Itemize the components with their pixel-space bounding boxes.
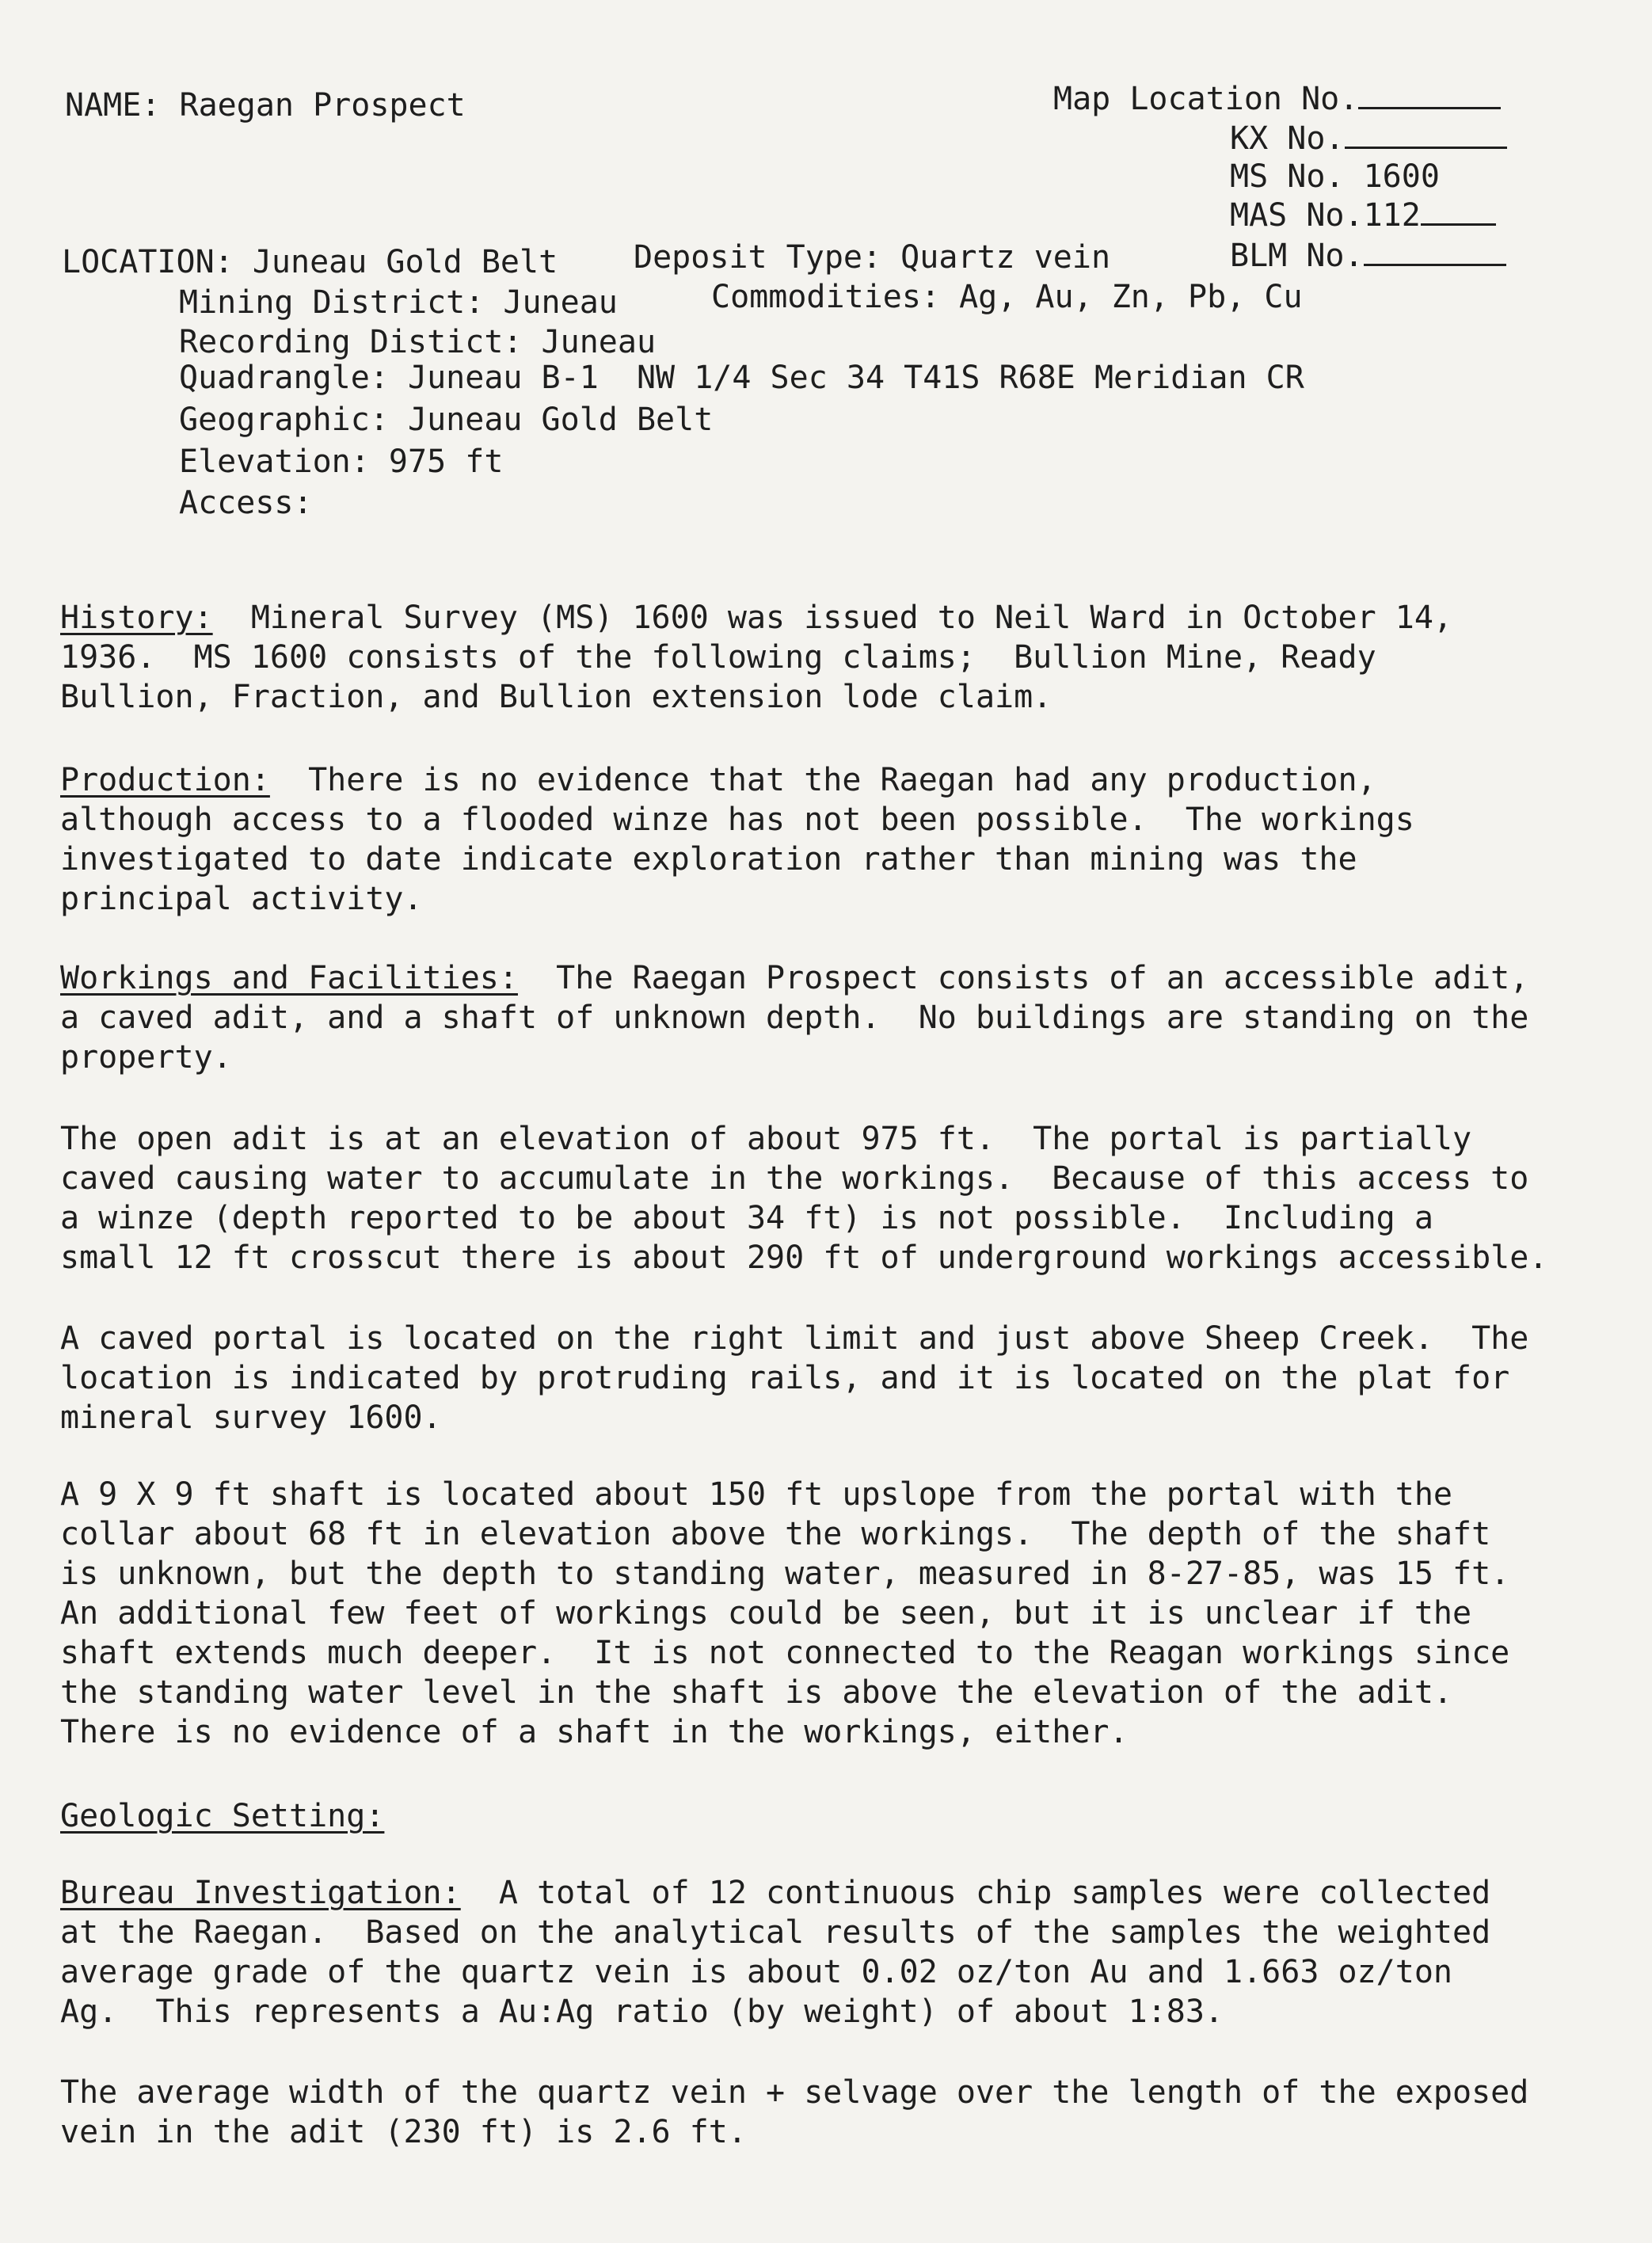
workings-line-2: property. (60, 1039, 232, 1076)
blm-label: BLM No. (1230, 238, 1364, 274)
mas-blank (1421, 196, 1496, 226)
blm-line (1230, 236, 1506, 276)
kx-label: KX No. (1230, 120, 1345, 157)
mas-line (1230, 196, 1496, 235)
geologic-section (60, 1796, 1628, 1836)
location-label: LOCATION: (62, 244, 234, 280)
bureau-section (60, 1873, 1628, 2032)
shaft-line-3: An additional few feet of workings could be seen, but it is unclear if the (60, 1595, 1472, 1632)
commodities: Commodities: Ag, Au, Zn, Pb, Cu (711, 279, 1303, 315)
geographic: Geographic: Juneau Gold Belt (179, 402, 714, 438)
map-location-line (1053, 79, 1501, 119)
width-line-1: vein in the adit (230 ft) is 2.6 ft. (60, 2114, 747, 2150)
recording-district: Recording Distict: Juneau (179, 324, 657, 360)
history-line-0: Mineral Survey (MS) 1600 was issued to Neil Ward in October 14, (212, 600, 1452, 636)
width-section (60, 2073, 1628, 2152)
access: Access: (179, 485, 313, 521)
shaft-line-2: is unknown, but the depth to standing water, measured in 8-27-85, was 15 ft. (60, 1556, 1510, 1592)
production-line-0: There is no evidence that the Raegan had any production, (269, 762, 1376, 798)
name-label: NAME: (65, 87, 161, 124)
mas-label: MAS No. (1230, 197, 1364, 234)
bureau-line-3: Ag. This represents a Au:Ag ratio (by weight) of about 1:83. (60, 1994, 1224, 2030)
open-adit-line-1: caved causing water to accumulate in the workings. Because of this access to (60, 1160, 1529, 1197)
production-section (60, 760, 1628, 919)
production-line-2: investigated to date indicate exploration rather than mining was the (60, 841, 1357, 878)
map-location-label: Map Location No. (1053, 81, 1359, 117)
workings-line-1: a caved adit, and a shaft of unknown depth. No buildings are standing on the (60, 1000, 1529, 1036)
width-line-0: The average width of the quartz vein + selvage over the length of the exposed (60, 2074, 1529, 2111)
caved-portal-section (60, 1319, 1628, 1438)
location-value: Juneau Gold Belt (252, 244, 558, 280)
ms-value: 1600 (1363, 158, 1440, 195)
caved-portal-line-2: mineral survey 1600. (60, 1399, 442, 1436)
open-adit-section (60, 1119, 1628, 1278)
ms-line (1230, 157, 1440, 196)
workings-line-0: The Raegan Prospect consists of an accessible adit, (517, 960, 1529, 996)
caved-portal-line-0: A caved portal is located on the right limit and just above Sheep Creek. The (60, 1320, 1529, 1357)
deposit-type: Deposit Type: Quartz vein (634, 239, 1111, 276)
shaft-line-5: the standing water level in the shaft is above the elevation of the adit. (60, 1674, 1452, 1711)
history-line-1: 1936. MS 1600 consists of the following claims; Bullion Mine, Ready (60, 639, 1376, 676)
map-location-blank (1358, 80, 1501, 109)
elevation: Elevation: 975 ft (179, 444, 504, 480)
bureau-heading: Bureau Investigation: (60, 1875, 461, 1911)
kx-blank (1345, 120, 1507, 149)
workings-heading: Workings and Facilities: (60, 960, 518, 996)
workings-section (60, 958, 1628, 1077)
history-line-2: Bullion, Fraction, and Bullion extension lode claim. (60, 679, 1052, 715)
history-section (60, 598, 1628, 717)
name-line (65, 86, 466, 125)
quadrangle: Quadrangle: Juneau B-1 NW 1/4 Sec 34 T41S R68E Meridian CR (179, 360, 1304, 396)
shaft-line-4: shaft extends much deeper. It is not connected to the Reagan workings since (60, 1635, 1510, 1671)
open-adit-line-3: small 12 ft crosscut there is about 290 ft of underground workings accessible. (60, 1240, 1548, 1276)
kx-line (1230, 119, 1507, 158)
production-heading: Production: (60, 762, 270, 798)
ms-label: MS No. (1230, 158, 1345, 195)
shaft-line-6: There is no evidence of a shaft in the workings, either. (60, 1714, 1129, 1750)
caved-portal-line-1: location is indicated by protruding rails, and it is located on the plat for (60, 1360, 1510, 1396)
shaft-line-1: collar about 68 ft in elevation above the workings. The depth of the shaft (60, 1516, 1491, 1552)
bureau-line-0: A total of 12 continuous chip samples were collected (460, 1875, 1491, 1911)
production-line-3: principal activity. (60, 881, 423, 917)
production-line-1: although access to a flooded winze has not been possible. The workings (60, 802, 1414, 838)
history-heading: History: (60, 600, 213, 636)
mining-district: Mining District: Juneau (179, 284, 618, 321)
geologic-heading: Geologic Setting: (60, 1798, 385, 1834)
mas-value: 112 (1363, 197, 1421, 234)
shaft-line-0: A 9 X 9 ft shaft is located about 150 ft upslope from the portal with the (60, 1476, 1452, 1513)
open-adit-line-0: The open adit is at an elevation of about 975 ft. The portal is partially (60, 1121, 1472, 1157)
blm-blank (1364, 237, 1506, 266)
bureau-line-2: average grade of the quartz vein is about 0.02 oz/ton Au and 1.663 oz/ton (60, 1954, 1452, 1990)
name-value: Raegan Prospect (179, 87, 466, 124)
shaft-section (60, 1475, 1628, 1752)
location-line (62, 242, 558, 282)
open-adit-line-2: a winze (depth reported to be about 34 ft) is not possible. Including a (60, 1200, 1433, 1236)
bureau-line-1: at the Raegan. Based on the analytical results of the samples the weighted (60, 1914, 1491, 1951)
